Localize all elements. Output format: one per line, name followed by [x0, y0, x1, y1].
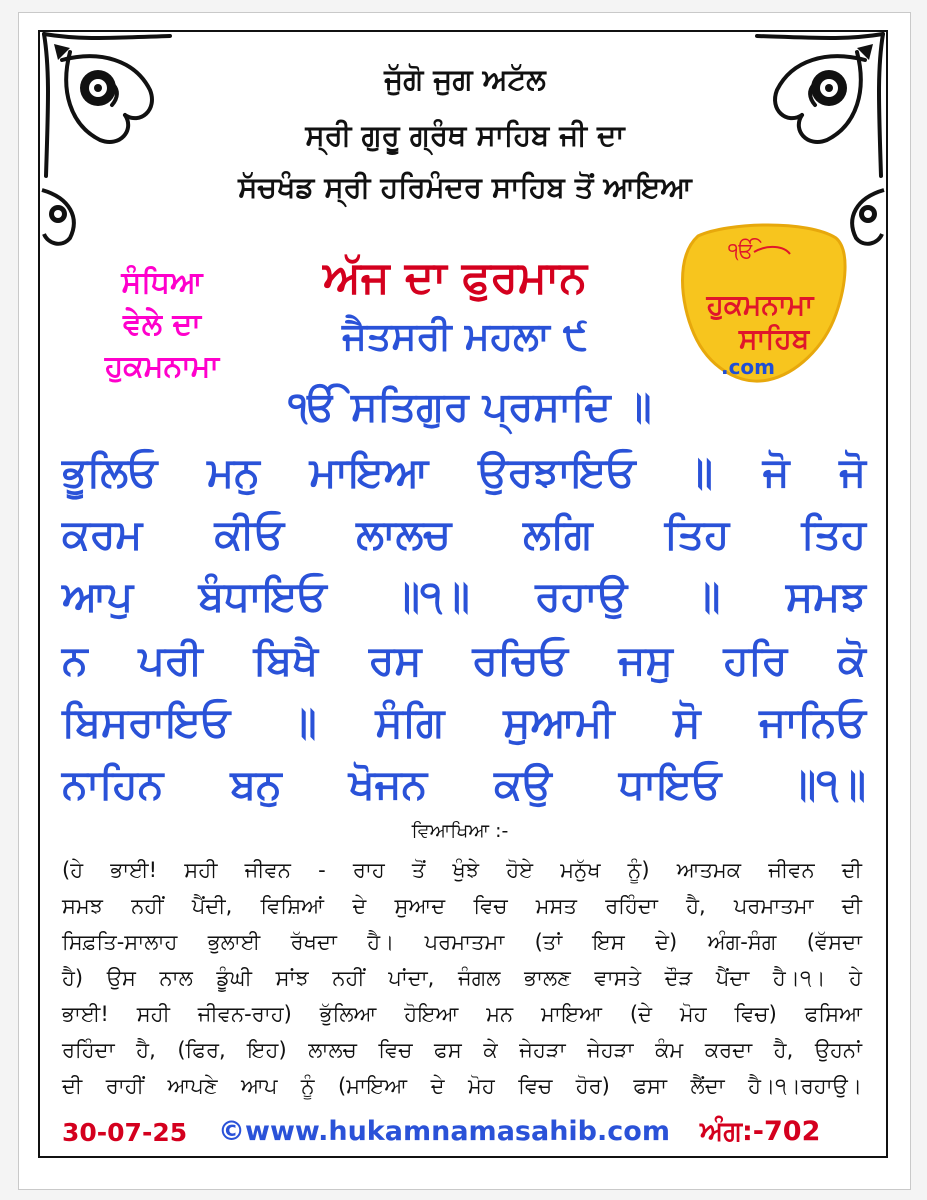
footer-ang-number: ਅੰਗ:-702	[700, 1116, 821, 1147]
sandhya-line-2: ਵੇਲੇ ਦਾ	[123, 307, 201, 342]
shabad-line: ਨਾਹਿਨ ਬਨੁ ਖੋਜਨ ਕਉ ਧਾਇਓ ॥੧॥	[62, 760, 866, 808]
logo-symbol: ੴ	[728, 239, 755, 264]
shabad-line: ਕਰਮ ਕੀਓ ਲਾਲਚ ਲਗਿ ਤਿਹ ਤਿਹ	[62, 510, 866, 558]
sandhya-label	[62, 262, 262, 388]
side-ornament-left	[40, 188, 84, 248]
logo-suffix: .com	[720, 355, 776, 379]
vyakhya-line: ਸਮਝ ਨਹੀਂ ਪੈਂਦੀ, ਵਿਸ਼ਿਆਂ ਦੇ ਸੁਆਦ ਵਿਚ ਮਸਤ ਰਹਿੰਦਾ ਹੈ, ਪਰਮਾਤਮਾ ਦੀ	[62, 894, 862, 918]
vyakhya-line: ਸਿਫ਼ਤਿ-ਸਾਲਾਹ ਭੁਲਾਈ ਰੱਖਦਾ ਹੈ। ਪਰਮਾਤਮਾ (ਤਾਂ ਇਸ ਦੇ) ਅੰਗ-ਸੰਗ (ਵੱਸਦਾ	[62, 930, 862, 954]
vyakhya-line: ਹੈ) ਉਸ ਨਾਲ ਡੂੰਘੀ ਸਾਂਝ ਨਹੀਂ ਪਾਂਦਾ, ਜੰਗਲ ਭਾਲਣ ਵਾਸਤੇ ਦੌੜ ਪੈਂਦਾ ਹੈ।੧। ਹੇ	[62, 966, 862, 990]
mool-mantar: ੴ ਸਤਿਗੁਰ ਪ੍ਰਸਾਦਿ ॥	[288, 384, 652, 430]
logo-line-2: ਸਾਹਿਬ	[738, 322, 810, 355]
sandhya-line-1: ਸੰਧਿਆ	[121, 265, 203, 300]
vyakhya-line: ਦੀ ਰਾਹੀਂ ਆਪਣੇ ਆਪ ਨੂੰ (ਮਾਇਆ ਦੇ ਮੋਹ ਵਿਚ ਹੋਰ) ਫਸਾ ਲੈਂਦਾ ਹੈ।੧।ਰਹਾਉ।	[62, 1074, 862, 1098]
vyakhya-line: ਭਾਈ! ਸਹੀ ਜੀਵਨ-ਰਾਹ) ਭੁੱਲਿਆ ਹੋਇਆ ਮਨ ਮਾਇਆ (ਦੇ ਮੋਹ ਵਿਚ) ਫਸਿਆ	[62, 1002, 862, 1026]
corner-ornament-top-left	[40, 30, 175, 180]
header-line-1: ਜੁੱਗੋ ਜੁਗ ਅਟੱਲ	[384, 62, 546, 96]
vyakhya-heading: ਵਿਆਖਿਆ :-	[411, 820, 509, 842]
shabad-line: ਭੂਲਿਓ ਮਨੁ ਮਾਇਆ ਉਰਝਾਇਓ ॥ ਜੋ ਜੋ	[62, 448, 866, 496]
shabad-line: ਆਪੁ ਬੰਧਾਇਓ ॥੧॥ ਰਹਾਉ ॥ ਸਮਝ	[62, 572, 866, 620]
vyakhya-line: ਰਹਿੰਦਾ ਹੈ, (ਫਿਰ, ਇਹ) ਲਾਲਚ ਵਿਚ ਫਸ ਕੇ ਜੇਹੜਾ ਜੇਹੜਾ ਕੰਮ ਕਰਦਾ ਹੈ, ਉਹਨਾਂ	[62, 1038, 862, 1062]
corner-ornament-top-right	[752, 30, 887, 180]
shabad-line: ਨ ਪਰੀ ਬਿਖੈ ਰਸ ਰਚਿਓ ਜਸੁ ਹਰਿ ਕੋ	[62, 636, 866, 684]
vyakhya-line: (ਹੇ ਭਾਈ! ਸਹੀ ਜੀਵਨ - ਰਾਹ ਤੋਂ ਖੁੰਝੇ ਹੋਏ ਮਨੁੱਖ ਨੂੰ) ਆਤਮਕ ਜੀਵਨ ਦੀ	[62, 858, 862, 882]
footer-website-link[interactable]: ©www.hukamnamasahib.com	[218, 1116, 670, 1147]
page-title: ਅੱਜ ਦਾ ਫੁਰਮਾਨ	[323, 252, 587, 303]
logo-line-1: ਹੁਕਮਨਾਮਾ	[706, 288, 814, 321]
hukamnama-sahib-logo	[668, 216, 852, 386]
header-line-2: ਸ੍ਰੀ ਗੁਰੂ ਗ੍ਰੰਥ ਸਾਹਿਬ ਜੀ ਦਾ	[305, 118, 625, 152]
shabad-line: ਬਿਸਰਾਇਓ ॥ ਸੰਗਿ ਸੁਆਮੀ ਸੋ ਜਾਨਿਓ	[62, 698, 866, 746]
footer-date: 30-07-25	[62, 1118, 188, 1147]
header-line-3: ਸੱਚਖੰਡ ਸ੍ਰੀ ਹਰਿਮੰਦਰ ਸਾਹਿਬ ਤੋਂ ਆਇਆ	[238, 170, 692, 204]
raag-heading: ਜੈਤਸਰੀ ਮਹਲਾ ੯	[342, 314, 588, 358]
sandhya-line-3: ਹੁਕਮਨਾਮਾ	[104, 349, 220, 384]
